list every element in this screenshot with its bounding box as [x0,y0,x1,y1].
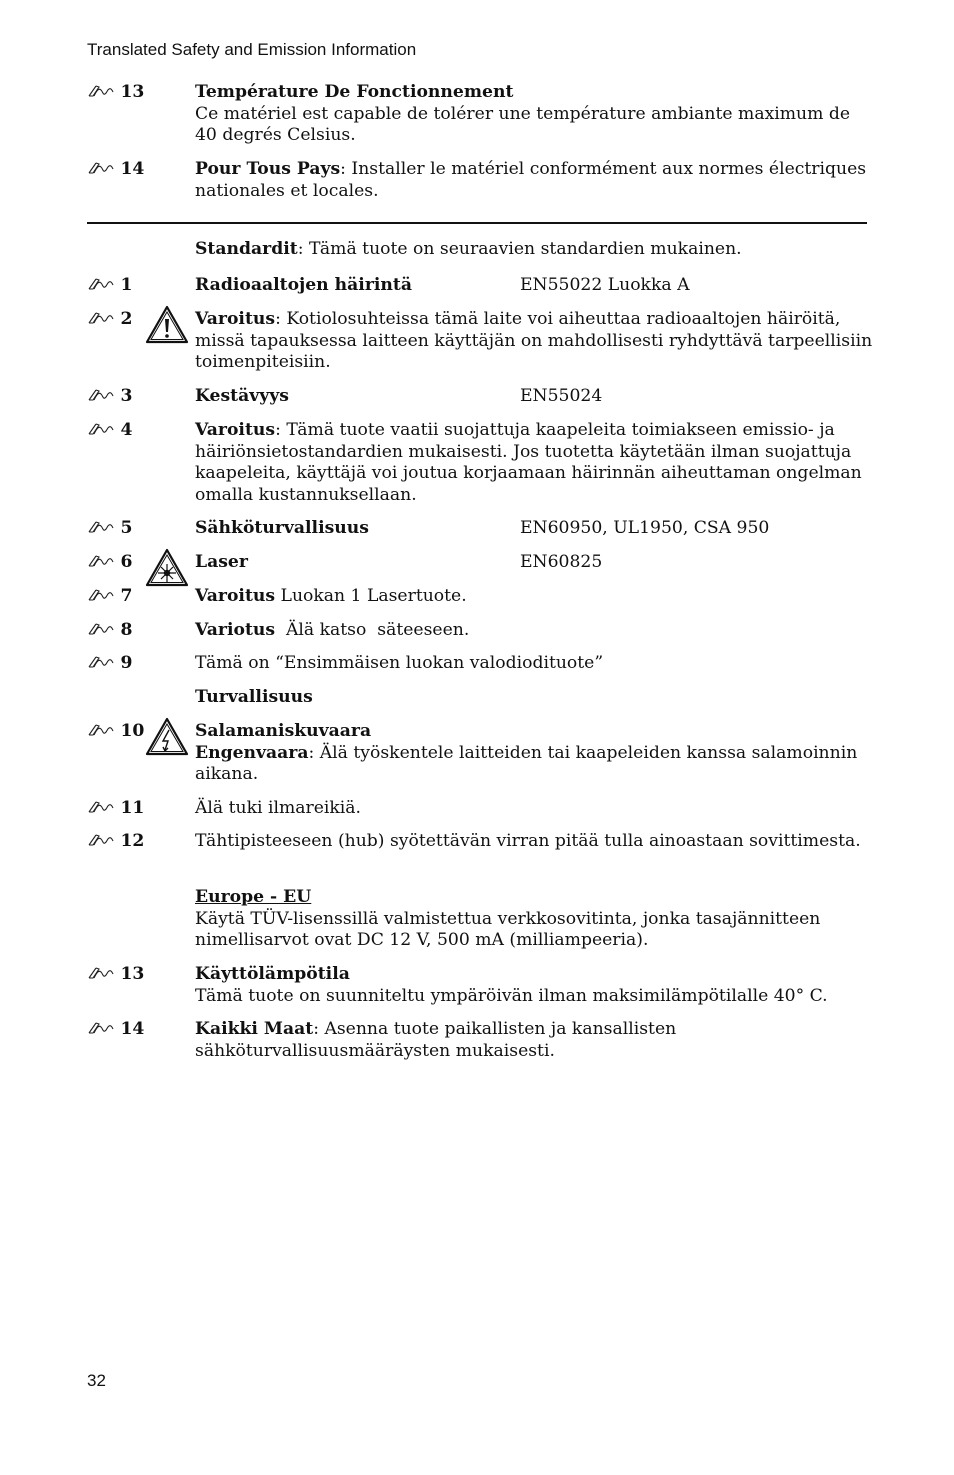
pen-icon [87,588,115,602]
standard-value: EN60825 [520,552,603,572]
item-marker: 11 [87,798,144,820]
item-marker: 3 [87,386,132,408]
item-text: Tämä on “Ensimmäisen luokan valodiodituote” [195,653,604,673]
pen-icon [87,1021,115,1035]
page-header: Translated Safety and Emission Information [87,40,417,59]
item-marker: 1 [87,275,132,297]
item-label: Variotus [195,620,276,640]
pen-icon [87,388,115,402]
item-label: Laser [195,552,248,572]
item-marker: 14 [87,1019,144,1041]
pen-icon [87,554,115,568]
item-label-secondary: Engenvaara [195,742,309,763]
item-text: Ce matériel est capable de tolérer une température ambiante maximum de 40 degrés Celsius. [195,103,851,145]
item-marker: 12 [87,831,144,853]
standard-value: EN55022 Luokka A [520,275,690,295]
item-text: : Tämä tuote vaatii suojattuja kaapeleita toimiakseen emissio- ja häiriönsietostandardien mukaisesti. Jos tuotetta käytetään ilman suojattuja kaapeleita, käyttäjä voi joutua korjaamaan häirinnän aiheuttaman ongelman omalla kustannuksellaan. [195,420,862,505]
item-label: Varoitus [195,586,276,606]
item-text: Tähtipisteeseen (hub) syötettävän virran pitää tulla ainoastaan sovittimesta. [195,831,861,851]
pen-icon [87,833,115,847]
item-text: Älä katso säteeseen. [275,620,470,640]
pen-icon [87,161,115,175]
europe-heading: Europe - EU [195,887,312,907]
item-marker: 2 [87,309,132,331]
item-label: Kaikki Maat [195,1019,314,1039]
pen-icon [87,311,115,325]
item-label: Salamaniskuvaara [195,721,372,741]
item-text: Tämä tuote on suunniteltu ympäröivän ilman maksimilämpötilalle 40° C. [195,985,828,1006]
item-marker: 7 [87,586,132,608]
pen-icon [87,277,115,291]
item-marker: 4 [87,420,132,442]
item-label: Käyttölämpötila [195,964,350,984]
item-label: Varoitus [195,309,276,329]
item-marker: 13 [87,964,144,986]
section-divider [87,222,867,224]
item-marker: 5 [87,518,132,540]
item-label: Sähköturvallisuus [195,518,369,538]
standard-value: EN60950, UL1950, CSA 950 [520,518,770,538]
item-marker: 10 [87,721,144,743]
standards-label: Standardit [195,239,298,259]
pen-icon [87,622,115,636]
standard-value: EN55024 [520,386,603,406]
safety-heading: Turvallisuus [195,687,313,707]
item-label: Kestävyys [195,386,289,406]
item-marker: 14 [87,159,144,181]
item-text: : Asenna tuote paikallisten ja kansallisten sähköturvallisuusmääräysten mukaisesti. [195,1019,677,1061]
pen-icon [87,422,115,436]
item-label: Pour Tous Pays [195,159,341,179]
pen-icon [87,84,115,98]
item-label: Varoitus [195,420,276,440]
electric-shock-icon [145,717,189,757]
item-marker: 8 [87,620,132,642]
item-text: Luokan 1 Lasertuote. [275,586,467,606]
item-marker: 6 [87,552,132,574]
item-text: : Installer le matériel conformément aux normes électriques nationales et locales. [195,159,867,201]
item-label: Radioaaltojen häirintä [195,275,412,295]
item-text: Älä tuki ilmareikiä. [195,798,362,818]
pen-icon [87,800,115,814]
page-number: 32 [87,1371,106,1390]
laser-warning-icon [145,548,189,588]
pen-icon [87,723,115,737]
pen-icon [87,966,115,980]
item-label: Température De Fonctionnement [195,82,514,102]
europe-text: Käytä TÜV-lisenssillä valmistettua verkkosovitinta, jonka tasajännitteen nimellisarvot ovat DC 12 V, 500 mA (milliampeeria). [195,908,821,950]
warning-icon [145,305,189,345]
standards-text: : Tämä tuote on seuraavien standardien mukainen. [297,239,742,259]
item-marker: 9 [87,653,132,675]
item-marker: 13 [87,82,144,104]
item-text: : Älä työskentele laitteiden tai kaapeleiden kanssa salamoinnin aikana. [195,742,858,784]
pen-icon [87,520,115,534]
pen-icon [87,655,115,669]
item-text: : Kotiolosuhteissa tämä laite voi aiheuttaa radioaaltojen häiröitä, missä tapauksessa laitteen käyttäjän on mahdollisesti ryhdyttävä tarpeellisiin toimenpiteisiin. [195,309,873,372]
